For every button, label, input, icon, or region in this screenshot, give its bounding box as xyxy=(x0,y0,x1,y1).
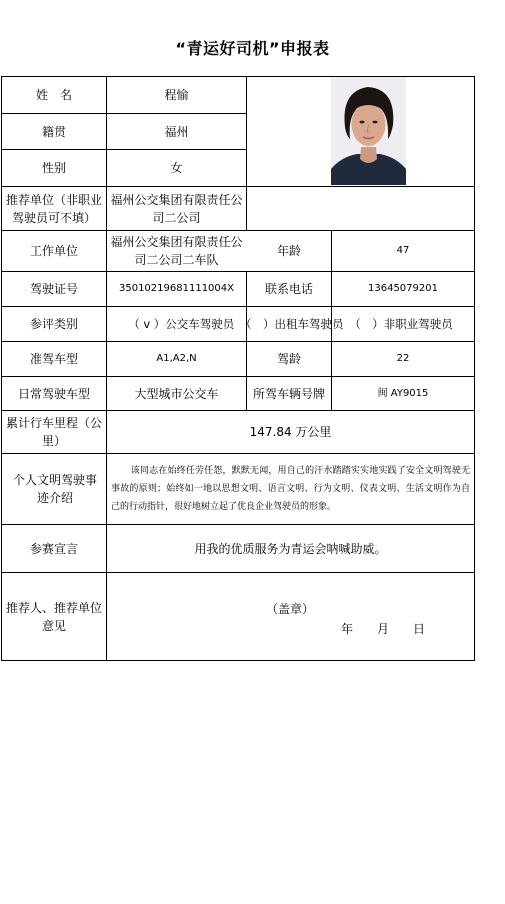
value-declaration: 用我的优质服务为青运会呐喊助威。 xyxy=(194,541,387,556)
value-mileage: 147.84 万公里 xyxy=(249,425,332,439)
label-name: 姓 名 xyxy=(35,88,72,102)
label-gender: 性别 xyxy=(41,161,66,175)
label-plate-no: 所驾车辆号牌 xyxy=(252,386,325,401)
label-phone: 联系电话 xyxy=(264,282,313,296)
grid-line xyxy=(474,76,475,661)
value-age: 47 xyxy=(396,245,410,256)
seal-text: （盖章） xyxy=(265,602,314,616)
label-work-unit: 工作单位 xyxy=(29,244,78,258)
label-license-no: 驾驶证号 xyxy=(29,282,78,296)
value-category: （ v ）公交车驾驶员 （ ）出租车驾驶员 （ ）非职业驾驶员 xyxy=(128,317,453,331)
label-mileage: 累计行车里程（公里） xyxy=(5,416,102,448)
label-driving-years: 驾龄 xyxy=(276,352,301,366)
label-category: 参评类别 xyxy=(29,317,78,331)
label-recommend-unit: 推荐单位（非职业驾驶员可不填） xyxy=(5,192,102,225)
value-plate-no: 闽 AY9015 xyxy=(377,387,429,399)
label-declaration: 参赛宣言 xyxy=(29,541,78,556)
label-daily-vehicle: 日常驾驶车型 xyxy=(17,386,90,401)
value-vehicle-type: A1,A2,N xyxy=(156,353,197,364)
value-story: 该同志在始终任劳任怨，默默无闻，用自己的汗水踏踏实实地实践了安全文明驾驶无事故的原则；始终如一地以思想文明、语言文明、行为文明、仪表文明、生活文明作为自己的行动指针，很好地树立起了优良企业驾驶员的形象。 xyxy=(111,466,470,512)
grid-line xyxy=(1,660,475,661)
value-work-unit: 福州公交集团有限责任公司二公司二车队 xyxy=(110,235,243,267)
label-native-place: 籍贯 xyxy=(41,124,66,139)
value-license-no: 35010219681111004X xyxy=(118,283,234,294)
value-recommend-unit: 福州公交集团有限责任公司二公司 xyxy=(110,192,243,225)
form-title: “青运好司机”申报表 xyxy=(175,39,330,58)
value-native-place: 福州 xyxy=(164,124,189,139)
label-vehicle-type: 准驾车型 xyxy=(29,352,78,366)
story-cell xyxy=(107,454,474,524)
applicant-photo xyxy=(331,77,406,185)
portrait-photo-icon xyxy=(331,77,406,185)
value-daily-vehicle: 大型城市公交车 xyxy=(134,386,219,401)
value-name: 程愉 xyxy=(164,88,189,102)
label-story: 个人文明驾驶事迹介绍 xyxy=(12,473,97,505)
date-text: 年 月 日 xyxy=(341,622,426,636)
value-gender: 女 xyxy=(170,161,183,175)
value-driving-years: 22 xyxy=(396,353,410,364)
grid-line xyxy=(246,76,247,231)
label-age: 年龄 xyxy=(276,244,301,258)
value-phone: 13645079201 xyxy=(368,283,438,294)
label-opinion: 推荐人、推荐单位意见 xyxy=(5,600,102,633)
